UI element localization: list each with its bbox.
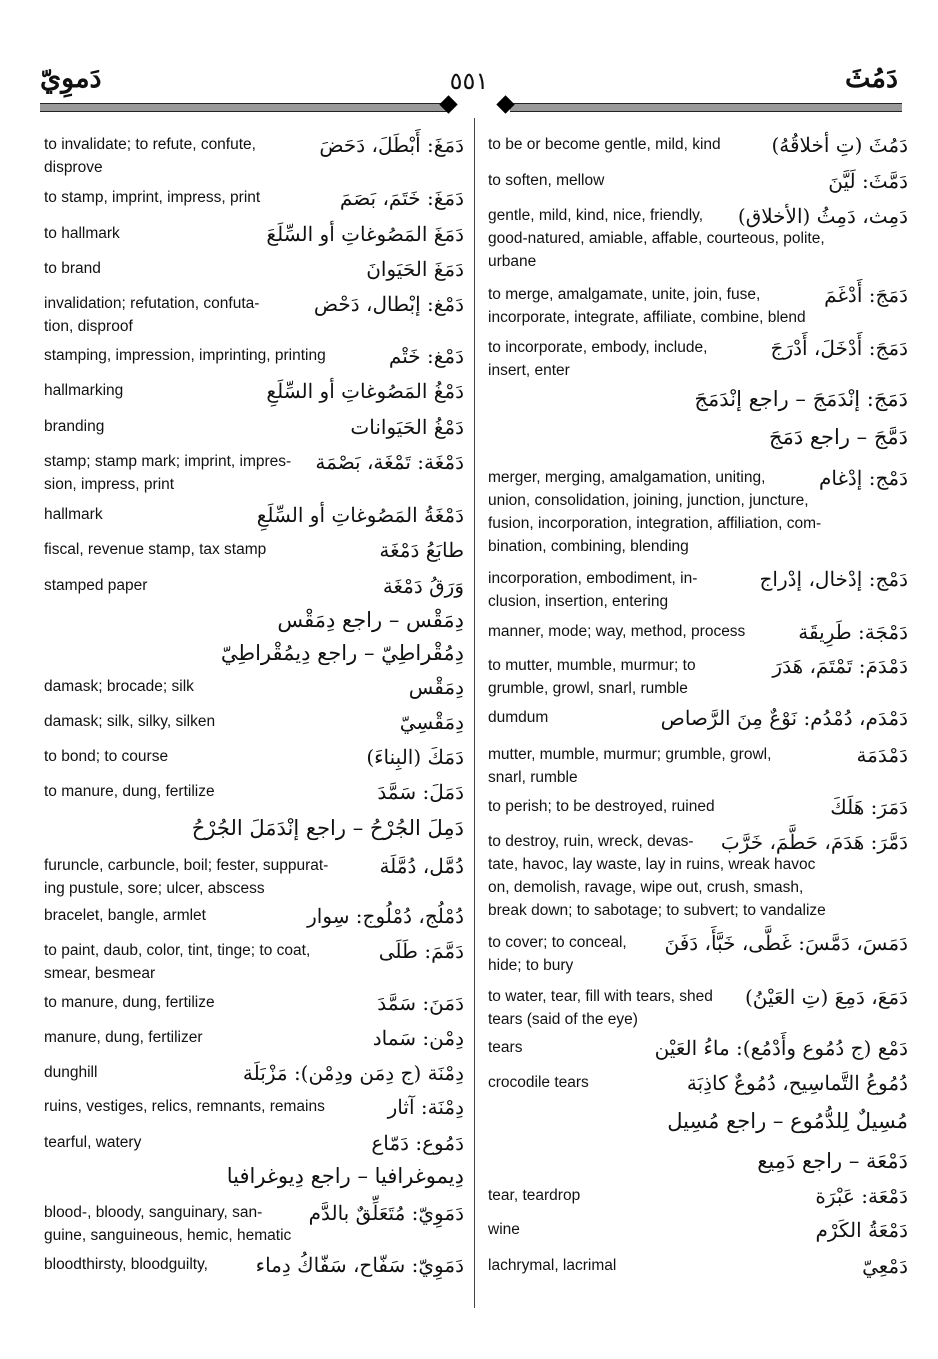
english-definition-continued: smear, besmear	[44, 965, 156, 982]
english-definition: to stamp, imprint, impress, print	[44, 189, 261, 206]
english-definition: wine	[488, 1221, 520, 1238]
arabic-headword: دَمَعَ، دَمِعَ (تِ العَيْنُ)	[744, 985, 908, 1009]
arabic-headword: دَمِث، دَمِثُ (الأخلاق)	[737, 204, 908, 228]
arabic-headword: دَمْع (ج دُمُوع وأَدْمُع): ماءُ العَيْن	[654, 1036, 908, 1060]
english-definition-continued: urbane	[488, 253, 537, 270]
english-definition-continued: sion, impress, print	[44, 476, 175, 493]
arabic-headword: دِمُقْراطِيّ – راجع دِيمُقْراطِيّ	[220, 641, 464, 665]
arabic-headword: دَمْج: إدْخال، إدْراج	[759, 567, 908, 591]
english-definition-continued: hide; to bury	[488, 957, 574, 974]
arabic-headword: دَمْغ: إبْطال، دَحْض	[313, 292, 464, 316]
left-column	[44, 0, 464, 1359]
english-definition: to be or become gentle, mild, kind	[488, 136, 721, 153]
english-definition: to perish; to be destroyed, ruined	[488, 798, 715, 815]
arabic-headword: دَمْدَمَ: تَمْتَمَ، هَدَرَ	[772, 654, 908, 678]
english-definition: tearful, watery	[44, 1134, 142, 1151]
english-definition-continued: incorporate, integrate, affiliate, combine, blend	[488, 309, 806, 326]
english-definition: to mutter, mumble, murmur; to	[488, 657, 696, 674]
english-definition: gentle, mild, kind, nice, friendly,	[488, 207, 704, 224]
arabic-headword: دِمْن: سَماد	[372, 1026, 464, 1050]
english-definition-continued: grumble, growl, snarl, rumble	[488, 680, 688, 697]
english-definition: crocodile tears	[488, 1074, 589, 1091]
arabic-headword: دِمَقْس – راجع دِمَقْس	[277, 608, 464, 632]
english-definition-continued: good-natured, amiable, affable, courteous, polite,	[488, 230, 825, 247]
english-definition: lachrymal, lacrimal	[488, 1257, 617, 1274]
english-definition: tear, teardrop	[488, 1187, 581, 1204]
right-column	[488, 0, 908, 1359]
arabic-headword: دَمَوِيّ: سَفّاح، سَفّاكُ دِماء	[255, 1253, 464, 1277]
english-definition: incorporation, embodiment, in-	[488, 570, 698, 587]
english-definition: mutter, mumble, murmur; grumble, growl,	[488, 746, 772, 763]
arabic-headword: دَمْعَة: عَبْرَة	[815, 1184, 908, 1208]
arabic-headword: دَمَجَ: أَدْخَلَ، أَدْرَجَ	[770, 336, 908, 360]
arabic-headword: دَمْعَة – راجع دَمِيع	[757, 1149, 908, 1173]
arabic-headword: دِيموغرافيا – راجع دِيوغرافيا	[226, 1164, 464, 1188]
english-definition: manure, dung, fertilizer	[44, 1029, 203, 1046]
arabic-headword: دَمَغَ المَصُوغاتِ أو السِّلَعَ	[266, 222, 464, 246]
arabic-headword: دَمَنَ: سَمَّدَ	[377, 991, 464, 1015]
arabic-headword: دَمْغَة: تَمْغَة، بَصْمَة	[315, 450, 464, 474]
arabic-headword: دَمْجَة: طَرِيقَة	[798, 620, 908, 644]
english-definition: to brand	[44, 260, 101, 277]
arabic-headword: دَمَّمَ: طَلَى	[378, 939, 464, 963]
english-definition: to paint, daub, color, tint, tinge; to coat,	[44, 942, 311, 959]
english-definition-continued: guine, sanguineous, hemic, hematic	[44, 1227, 292, 1244]
arabic-headword: دَمَجَ: أَدْغَمَ	[824, 283, 908, 307]
english-definition-continued: snarl, rumble	[488, 769, 578, 786]
arabic-headword: دَمَّثَ: لَيَّنَ	[828, 169, 908, 193]
english-definition: to manure, dung, fertilize	[44, 783, 215, 800]
english-definition: to soften, mellow	[488, 172, 605, 189]
english-definition: tears	[488, 1039, 523, 1056]
arabic-headword: دَمْدَم، دُمْدُم: نَوْعٌ مِنَ الرَّصاص	[660, 706, 908, 730]
english-definition: stamping, impression, imprinting, printing	[44, 347, 326, 364]
arabic-headword: دَمَّجَ – راجع دَمَجَ	[769, 425, 908, 449]
english-definition: to water, tear, fill with tears, shed	[488, 988, 713, 1005]
english-definition: blood-, bloody, sanguinary, san-	[44, 1204, 263, 1221]
english-definition: branding	[44, 418, 105, 435]
arabic-headword: دَمَسَ، دَمَّسَ: غَطَّى، خَبَّأَ، دَفَنَ	[664, 931, 908, 955]
english-definition-continued: fusion, incorporation, integration, affiliation, com-	[488, 515, 822, 532]
arabic-headword: دَمَّرَ: هَدَمَ، حَطَّمَ، خَرَّبَ	[720, 830, 908, 854]
arabic-headword: دَمَلَ: سَمَّدَ	[377, 780, 464, 804]
arabic-headword: دَمَغَ الحَيَوانَ	[366, 257, 464, 281]
english-definition-continued: tate, havoc, lay waste, lay in ruins, wreak havoc	[488, 856, 816, 873]
arabic-headword: طابَعُ دَمْغَة	[379, 538, 464, 562]
english-definition: fiscal, revenue stamp, tax stamp	[44, 541, 267, 558]
english-definition-continued: union, consolidation, joining, junction, juncture,	[488, 492, 809, 509]
english-definition-continued: insert, enter	[488, 362, 570, 379]
arabic-headword: دَمِلَ الجُرْحُ – راجع إنْدَمَلَ الجُرْحُ	[191, 816, 464, 840]
english-definition: damask; silk, silky, silken	[44, 713, 216, 730]
arabic-headword: دِمْنَة (ج دِمَن ودِمْن): مَزْبَلَة	[242, 1061, 464, 1085]
arabic-headword: دَمُثَ (تِ أخلاقُهُ)	[771, 133, 908, 157]
english-definition: bloodthirsty, bloodguilty,	[44, 1256, 208, 1273]
arabic-headword: دِمَقْس	[408, 675, 464, 699]
english-definition: stamped paper	[44, 577, 148, 594]
arabic-headword: دَمْدَمَة	[856, 743, 908, 767]
english-definition: invalidation; refutation, confuta-	[44, 295, 260, 312]
english-definition: to destroy, ruin, wreck, devas-	[488, 833, 694, 850]
arabic-headword: دَمَرَ: هَلَكَ	[830, 795, 908, 819]
english-definition-continued: bination, combining, blending	[488, 538, 689, 555]
english-definition-continued: tion, disproof	[44, 318, 133, 335]
arabic-headword: دِمْنَة: آثار	[387, 1095, 464, 1119]
english-definition: to manure, dung, fertilize	[44, 994, 215, 1011]
english-definition: hallmarking	[44, 382, 124, 399]
column-divider	[474, 118, 475, 1308]
english-definition: merger, merging, amalgamation, uniting,	[488, 469, 766, 486]
arabic-headword: دُمْلُج، دُمْلُوج: سِوار	[307, 904, 464, 928]
running-head-right: دَمُثَ	[845, 63, 898, 94]
arabic-headword: دَمْغُ المَصُوغاتِ أو السِّلَعِ	[266, 379, 464, 403]
english-definition: furuncle, carbuncle, boil; fester, suppurat-	[44, 857, 329, 874]
english-definition: damask; brocade; silk	[44, 678, 194, 695]
english-definition-continued: on, demolish, ravage, wipe out, crush, smash,	[488, 879, 804, 896]
arabic-headword: وَرَقُ دَمْغَة	[382, 574, 464, 598]
arabic-headword: دَمْج: إدْغام	[818, 466, 908, 490]
english-definition-continued: disprove	[44, 159, 103, 176]
arabic-headword: دَمُوع: دَمّاع	[371, 1131, 464, 1155]
arabic-headword: دَمْغَةُ المَصُوغاتِ أو السِّلَعِ	[256, 503, 464, 527]
arabic-headword: دَمَغَ: خَتَمَ، بَصَمَ	[339, 186, 464, 210]
page-number: ٥٥١	[449, 67, 489, 95]
english-definition-continued: ing pustule, sore; ulcer, abscess	[44, 880, 265, 897]
english-definition: stamp; stamp mark; imprint, impres-	[44, 453, 292, 470]
arabic-headword: دَمْغ: خَتْم	[388, 344, 464, 368]
arabic-headword: دَمْغُ الحَيَوانات	[350, 415, 464, 439]
english-definition-continued: break down; to sabotage; to subvert; to vandalize	[488, 902, 826, 919]
arabic-headword: دَمَجَ: إنْدَمَجَ – راجع إنْدَمَجَ	[694, 387, 908, 411]
english-definition: dumdum	[488, 709, 549, 726]
arabic-headword: دَمَوِيّ: مُتَعَلِّقٌ بالدَّم	[308, 1201, 464, 1225]
english-definition: dunghill	[44, 1064, 98, 1081]
english-definition-continued: clusion, insertion, entering	[488, 593, 669, 610]
arabic-headword: دِمَقْسِيّ	[399, 710, 464, 734]
arabic-headword: دَمْعِيّ	[862, 1254, 908, 1278]
english-definition: to merge, amalgamate, unite, join, fuse,	[488, 286, 761, 303]
arabic-headword: دَمَكَ (البِناءَ)	[366, 745, 464, 769]
english-definition: to incorporate, embody, include,	[488, 339, 708, 356]
english-definition: to cover; to conceal,	[488, 934, 627, 951]
english-definition: manner, mode; way, method, process	[488, 623, 746, 640]
english-definition: bracelet, bangle, armlet	[44, 907, 206, 924]
arabic-headword: مُسِيلٌ لِلدُّمُوع – راجع مُسِيل	[667, 1109, 908, 1133]
arabic-headword: دُمُوعُ التَّماسِيح، دُمُوعٌ كاذِبَة	[686, 1071, 908, 1095]
english-definition: to bond; to course	[44, 748, 169, 765]
english-definition: to invalidate; to refute, confute,	[44, 136, 256, 153]
english-definition: hallmark	[44, 506, 103, 523]
english-definition-continued: tears (said of the eye)	[488, 1011, 638, 1028]
arabic-headword: دَمْعَةُ الكَرْم	[815, 1218, 908, 1242]
running-head-left: دَموِيّ	[40, 63, 102, 94]
english-definition: to hallmark	[44, 225, 120, 242]
english-definition: ruins, vestiges, relics, remnants, remains	[44, 1098, 325, 1115]
arabic-headword: دُمَّل، دُمَّلَة	[379, 854, 464, 878]
arabic-headword: دَمَغَ: أَبْطَلَ، دَحَضَ	[319, 133, 464, 157]
